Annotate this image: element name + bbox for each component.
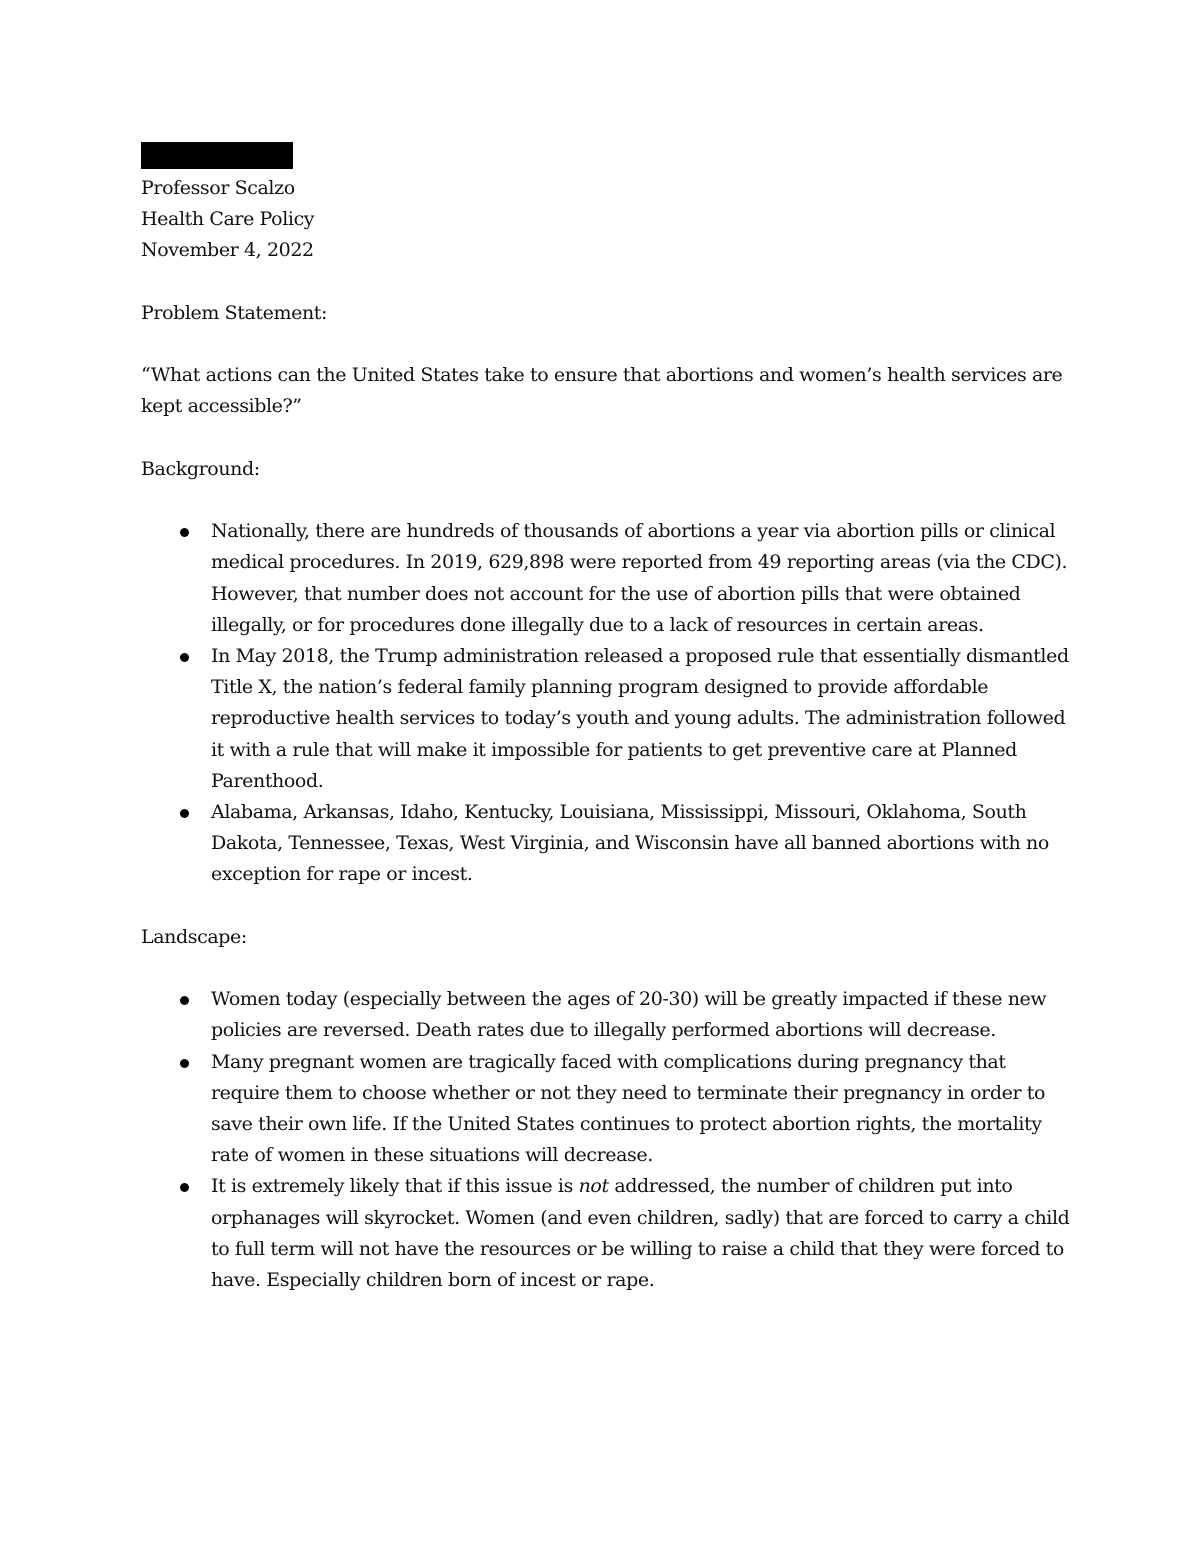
problem-statement: “What actions can the United States take to ensure that abortions and women’s health services are kept accessible?” [141, 364, 1063, 418]
bullet-icon [180, 996, 189, 1005]
bullet-icon [180, 809, 189, 818]
emphasis-text: not [578, 1175, 609, 1198]
list-item [141, 1171, 1071, 1296]
document-page [141, 142, 1071, 1296]
bullet-icon [180, 1183, 189, 1192]
list-item-text: Women today (especially between the ages of 20-30) will be greatly impacted if these new policies are reversed. Death rates due to illegally performed abortions will decrease. [211, 988, 1047, 1042]
bullet-icon [180, 528, 189, 537]
professor-line: Professor Scalzo [141, 177, 295, 199]
course-line: Health Care Policy [141, 208, 315, 231]
list-item-text: Nationally, there are hundreds of thousands of abortions a year via abortion pills or clinical medical procedures. In 2019, 629,898 were reported from 49 reporting areas (via the CDC). However, that number does not account for the use of abortion pills that were obtained illegally, or for procedures done illegally due to a lack of resources in certain areas. [211, 520, 1068, 636]
list-item [141, 1047, 1071, 1172]
list-item-text-end: addressed, the number of children put into orphanages will skyrocket. Women (and even children, sadly) that are forced to carry a child to full term will not have the resources or be willing to raise a child that they were forced to have. Especially children born of incest or rape. [211, 1175, 1070, 1292]
list-item [141, 984, 1071, 1046]
bullet-icon [180, 653, 189, 662]
landscape-heading: Landscape: [141, 925, 247, 948]
list-item [141, 516, 1071, 641]
list-item-text-start: It is extremely likely that if this issue is [211, 1175, 579, 1198]
list-item-text: Many pregnant women are tragically faced with complications during pregnancy that require them to choose whether or not they need to terminate their pregnancy in order to save their own life. If the United States continues to protect abortion rights, the mortality rate of women in these situations will decrease. [211, 1050, 1046, 1167]
list-item [141, 641, 1071, 797]
list-item [141, 797, 1071, 891]
landscape-list [141, 984, 1071, 1296]
problem-heading: Problem Statement: [141, 301, 328, 324]
background-heading: Background: [141, 457, 260, 480]
list-item-text: In May 2018, the Trump administration released a proposed rule that essentially dismantled Title X, the nation’s federal family planning program designed to provide affordable reproductive health services to today’s youth and young adults. The administration followed it with a rule that will make it impossible for patients to get preventive care at Planned Parenthood. [211, 644, 1069, 792]
background-list [141, 516, 1071, 890]
list-item-text: Alabama, Arkansas, Idaho, Kentucky, Louisiana, Mississippi, Missouri, Oklahoma, South Dakota, Tennessee, Texas, West Virginia, and Wisconsin have all banned abortions with no exception for rape or incest. [211, 801, 1049, 886]
bullet-icon [180, 1059, 189, 1068]
date-line: November 4, 2022 [141, 239, 314, 262]
redacted-name-block [141, 142, 293, 169]
